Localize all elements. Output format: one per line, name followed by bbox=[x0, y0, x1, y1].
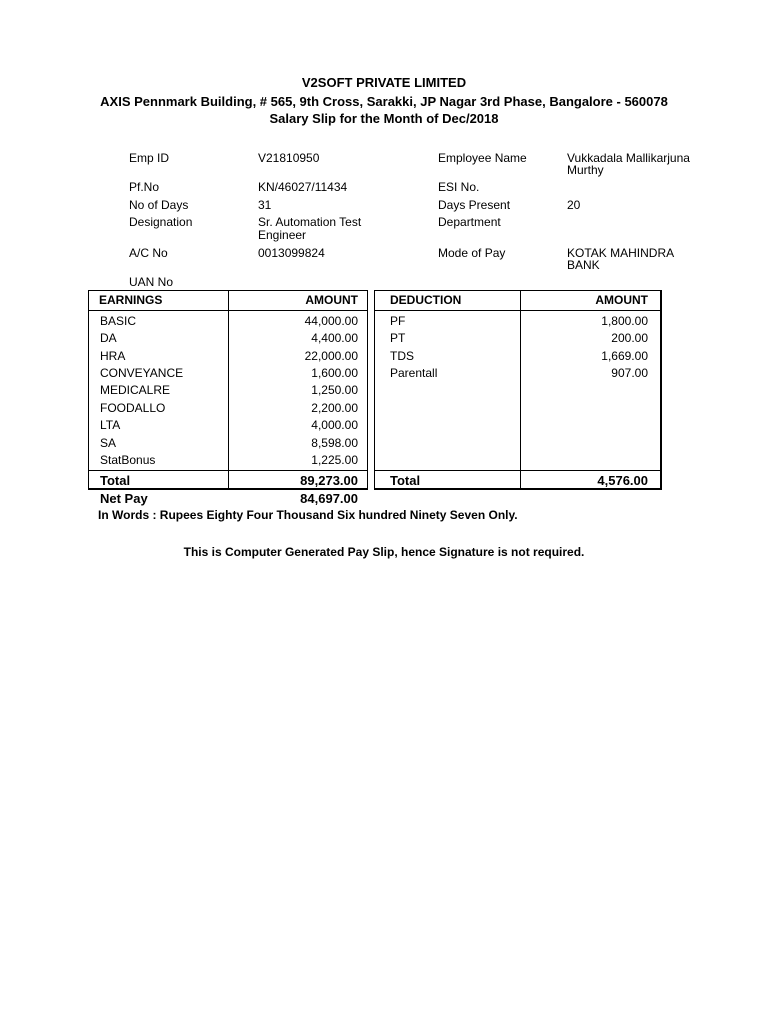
earning-name: BASIC bbox=[100, 314, 137, 328]
earning-name: HRA bbox=[100, 349, 126, 363]
designation-line2: Engineer bbox=[258, 228, 307, 242]
pf-no-label: Pf.No bbox=[129, 180, 160, 194]
esi-no-label: ESI No. bbox=[438, 180, 480, 194]
company-name: V2SOFT PRIVATE LIMITED bbox=[301, 75, 467, 90]
deductions-total-label: Total bbox=[390, 473, 421, 488]
emp-id-label: Emp ID bbox=[129, 151, 170, 165]
no-of-days-label: No of Days bbox=[129, 198, 189, 212]
slip-title: Salary Slip for the Month of Dec/2018 bbox=[269, 111, 499, 126]
mode-of-pay-line1: KOTAK MAHINDRA bbox=[567, 246, 675, 260]
earnings-header-rule bbox=[88, 310, 368, 311]
earning-amount: 2,200.00 bbox=[311, 401, 358, 415]
earning-name: SA bbox=[100, 436, 117, 450]
department-label: Department bbox=[438, 215, 501, 229]
employee-name-line1: Vukkadala Mallikarjuna bbox=[567, 151, 690, 165]
deduction-name: PT bbox=[390, 331, 406, 345]
mode-of-pay-line2: BANK bbox=[567, 258, 600, 272]
earnings-amount-header: AMOUNT bbox=[305, 293, 358, 307]
earning-name: FOODALLO bbox=[100, 401, 166, 415]
pf-no-value: KN/46027/11434 bbox=[258, 180, 348, 194]
deductions-total-amount: 4,576.00 bbox=[597, 473, 648, 488]
earning-amount: 1,225.00 bbox=[311, 453, 358, 467]
earning-amount: 4,400.00 bbox=[311, 331, 358, 345]
uan-no-label: UAN No bbox=[129, 275, 174, 289]
deductions-total-rule bbox=[374, 470, 662, 471]
earning-name: MEDICALRE bbox=[100, 383, 171, 397]
earning-name: DA bbox=[100, 331, 117, 345]
deduction-amount-header: AMOUNT bbox=[595, 293, 648, 307]
designation-label: Designation bbox=[129, 215, 193, 229]
days-present-label: Days Present bbox=[438, 198, 511, 212]
earnings-total-amount: 89,273.00 bbox=[300, 473, 358, 488]
earning-amount: 8,598.00 bbox=[311, 436, 358, 450]
deduction-amount: 200.00 bbox=[611, 331, 648, 345]
deduction-name: Parentall bbox=[390, 366, 438, 380]
employee-name-line2: Murthy bbox=[567, 163, 604, 177]
earning-amount: 1,250.00 bbox=[311, 383, 358, 397]
earning-amount: 4,000.00 bbox=[311, 418, 358, 432]
net-pay-amount: 84,697.00 bbox=[300, 491, 358, 506]
earning-name: CONVEYANCE bbox=[100, 366, 184, 380]
net-pay-in-words: In Words : Rupees Eighty Four Thousand Six hundred Ninety Seven Only. bbox=[98, 508, 518, 522]
deduction-amount: 1,669.00 bbox=[601, 349, 648, 363]
earning-amount: 22,000.00 bbox=[304, 349, 358, 363]
earning-name: LTA bbox=[100, 418, 121, 432]
deduction-name: PF bbox=[390, 314, 406, 328]
deduction-amount: 907.00 bbox=[611, 366, 648, 380]
mode-of-pay-label: Mode of Pay bbox=[438, 246, 506, 260]
earning-amount: 1,600.00 bbox=[311, 366, 358, 380]
days-present-value: 20 bbox=[567, 198, 581, 212]
computer-generated-note: This is Computer Generated Pay Slip, hence Signature is not required. bbox=[183, 545, 585, 559]
salary-table bbox=[88, 290, 662, 490]
net-pay-label: Net Pay bbox=[100, 491, 148, 506]
earning-amount: 44,000.00 bbox=[304, 314, 358, 328]
earnings-total-label: Total bbox=[100, 473, 131, 488]
deduction-amount: 1,800.00 bbox=[601, 314, 648, 328]
deduction-header: DEDUCTION bbox=[390, 293, 462, 307]
earnings-header: EARNINGS bbox=[99, 293, 163, 307]
deduction-name: TDS bbox=[390, 349, 414, 363]
ac-no-value: 0013099824 bbox=[258, 246, 325, 260]
company-address: AXIS Pennmark Building, # 565, 9th Cross, Sarakki, JP Nagar 3rd Phase, Bangalore - 560078 bbox=[100, 94, 668, 109]
ac-no-label: A/C No bbox=[129, 246, 168, 260]
emp-id-value: V21810950 bbox=[258, 151, 320, 165]
no-of-days-value: 31 bbox=[258, 198, 272, 212]
earnings-total-rule bbox=[88, 470, 368, 471]
employee-name-label: Employee Name bbox=[438, 151, 527, 165]
deductions-header-rule bbox=[374, 310, 662, 311]
earning-name: StatBonus bbox=[100, 453, 156, 467]
designation-line1: Sr. Automation Test bbox=[258, 215, 362, 229]
